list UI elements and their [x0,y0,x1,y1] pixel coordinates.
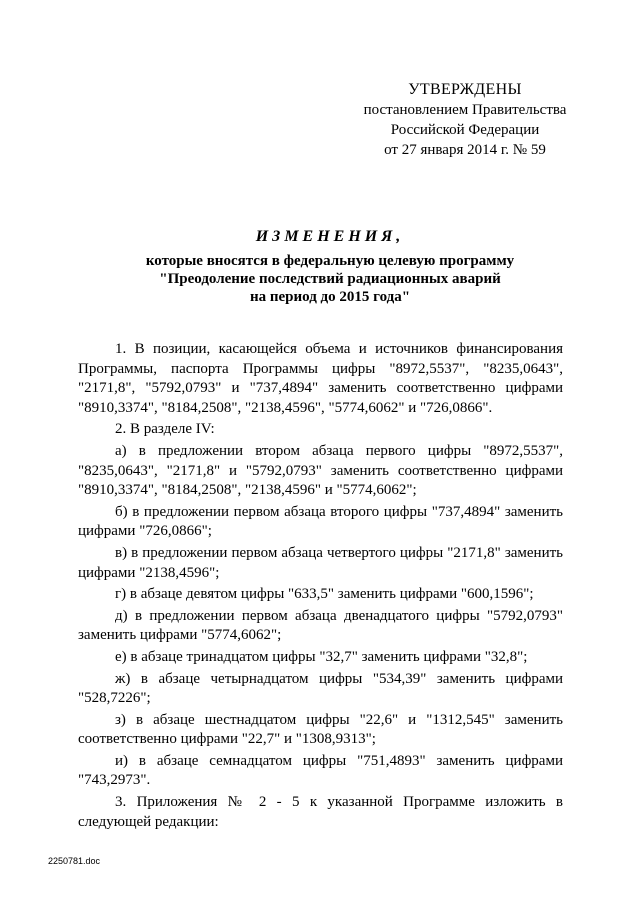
paragraph-2f: е) в абзаце тринадцатом цифры "32,7" заменить цифрами "32,8"; [115,648,528,665]
paragraph-2b: б) в предложении первом абзаца второго цифры "737,4894" заменить цифрами "726,0866"; [78,503,563,540]
title-line-2: "Преодоление последствий радиационных аварий [159,271,501,287]
title-line-3: на период до 2015 года" [249,289,411,305]
approved-by-line: постановлением Правительства [363,102,567,118]
approval-stamp [330,80,600,160]
title-line-1: которые вносятся в федеральную целевую программу [145,253,515,269]
paragraph-1: 1. В позиции, касающейся объема и источников финансирования Программы, паспорта Программы цифры "8972,5537", "8235,0643", "2171,8", "5792,0793" и "737,4894" заменить соответственно цифрами "8910,3374", "8184,2508", "2138,4596", "5774,6062" и "726,0866". [78,341,563,416]
title-heading: ИЗМЕНЕНИЯ, [255,228,405,245]
footer-filename: 2250781.doc [48,856,101,866]
approved-government-line: Российской Федерации [390,122,540,138]
paragraph-2i: и) в абзаце семнадцатом цифры "751,4893" заменить цифрами "743,2973". [78,752,563,789]
paragraph-2h: з) в абзаце шестнадцатом цифры "22,6" и "1312,545" заменить соответственно цифрами "22,7" и "1308,9313"; [78,711,563,748]
document-title [70,228,590,306]
paragraph-2e: д) в предложении первом абзаца двенадцатого цифры "5792,0793" заменить цифрами "5774,6062"; [78,607,563,644]
paragraph-2g: ж) в абзаце четырнадцатом цифры "534,39" заменить цифрами "528,7226"; [78,670,563,707]
paragraph-2: 2. В разделе IV: [115,421,215,438]
paragraph-2c: в) в предложении первом абзаца четвертого цифры "2171,8" заменить цифрами "2138,4596"; [78,544,563,581]
paragraph-2d: г) в абзаце девятом цифры "633,5" заменить цифрами "600,1596"; [115,586,534,603]
paragraph-2a: а) в предложении втором абзаца первого цифры "8972,5537", "8235,0643", "2171,8" и "5792,0793" заменить соответственно цифрами "8910,3374", "8184,2508", "2138,4596" и "5774,6062"; [78,442,563,499]
approved-heading: УТВЕРЖДЕНЫ [408,81,522,98]
approved-date-line: от 27 января 2014 г. № 59 [384,142,546,158]
document-body [78,340,563,832]
paragraph-3: 3. Приложения № 2 - 5 к указанной Программе изложить в следующей редакции: [78,794,563,830]
